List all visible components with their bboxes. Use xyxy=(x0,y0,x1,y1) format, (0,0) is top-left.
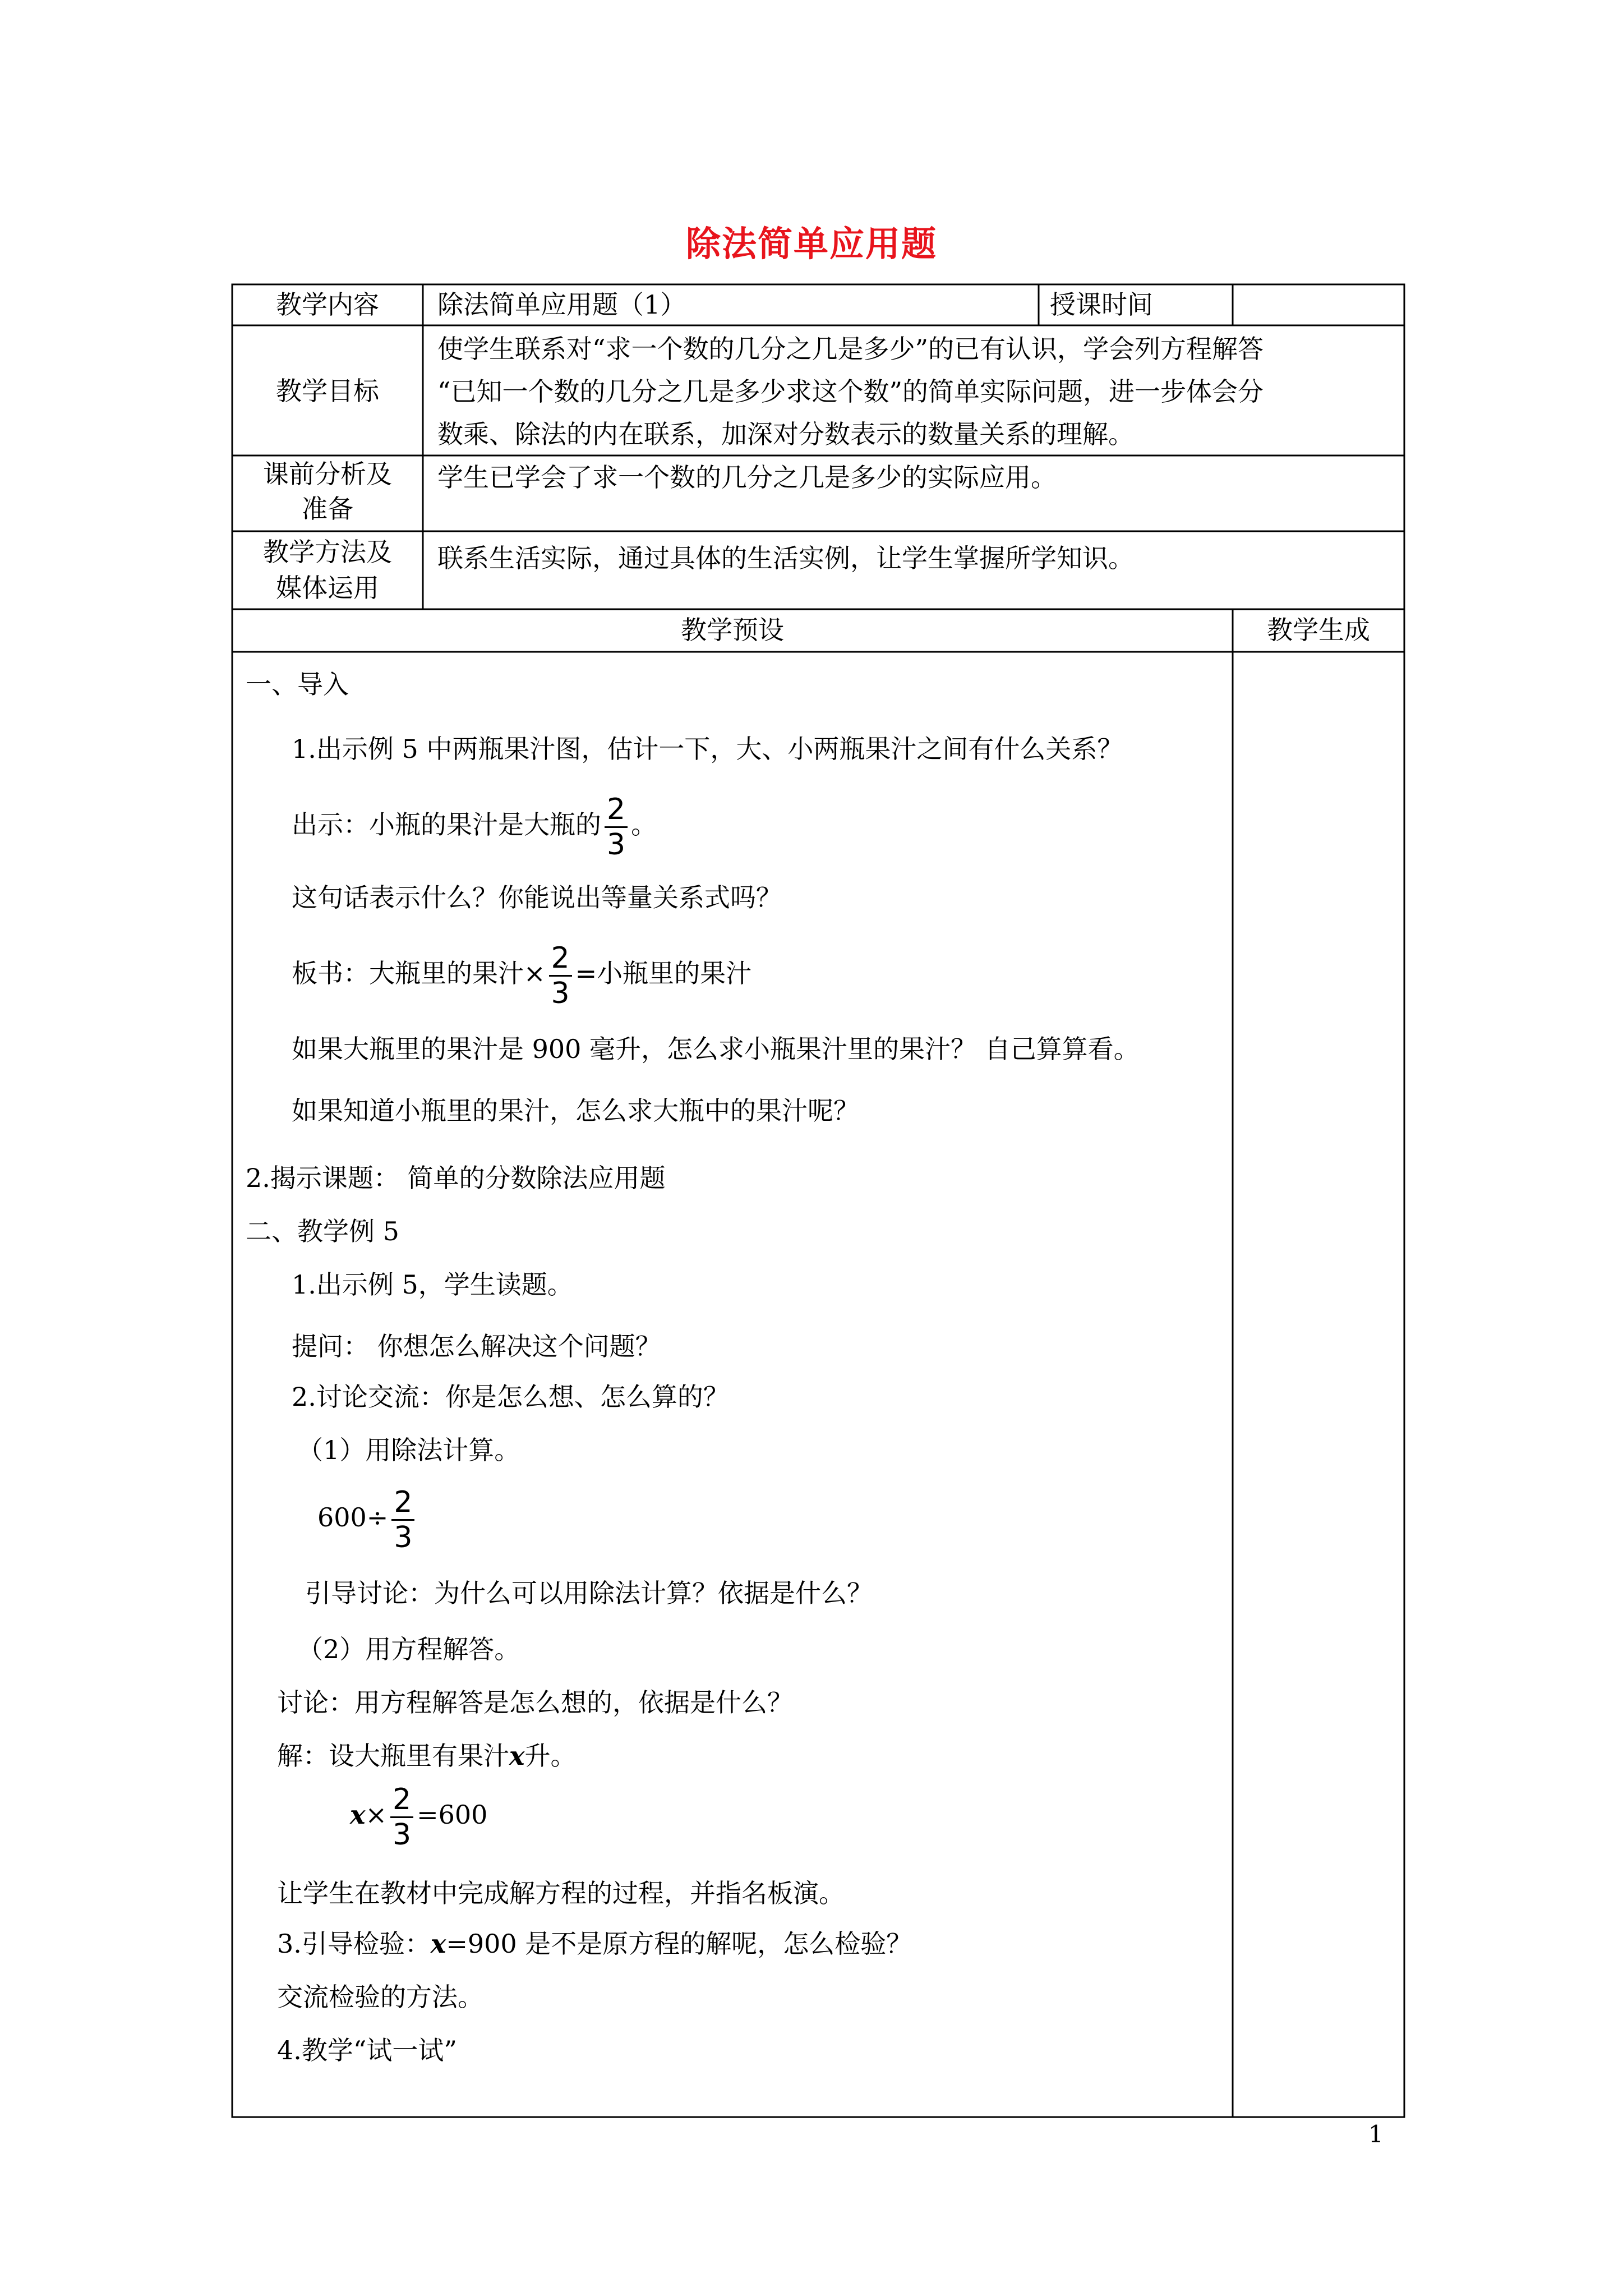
equation-suffix: =600 xyxy=(417,1800,488,1830)
calc-line xyxy=(317,1481,418,1554)
check-prefix: 3.引导检验： xyxy=(277,1929,431,1959)
variable-x: x xyxy=(350,1800,366,1830)
list-item: 4.教学“试一试” xyxy=(277,2035,457,2065)
times-sign: × xyxy=(365,1800,387,1830)
question: 这句话表示什么？你能说出等量关系式吗？ xyxy=(292,882,782,913)
show-line xyxy=(292,788,657,862)
analysis-content: 学生已学会了求一个数的几分之几是多少的实际应用。 xyxy=(437,462,1057,493)
label-line: 准备 xyxy=(302,494,353,524)
calc-prefix: 600÷ xyxy=(317,1502,389,1533)
solve-prefix: 解：设大瓶里有果汁 xyxy=(277,1741,509,1771)
page-number: 1 xyxy=(1368,2120,1384,2148)
check-suffix: =900 是不是原方程的解呢，怎么检验？ xyxy=(446,1929,912,1959)
page-title: 除法简单应用题 xyxy=(685,223,937,264)
variable-x: x xyxy=(509,1741,525,1771)
numerator: 2 xyxy=(390,1783,413,1818)
label-line: 媒体运用 xyxy=(276,573,379,603)
header-generated: 教学生成 xyxy=(1267,615,1370,645)
fraction-two-thirds xyxy=(549,941,572,1010)
sub-item: （1）用除法计算。 xyxy=(297,1435,520,1465)
list-item: 2.讨论交流：你是怎么想、怎么算的？ xyxy=(292,1382,729,1412)
sub-item: （2）用方程解答。 xyxy=(297,1634,520,1664)
if-big: 如果大瓶里的果汁是 900 毫升，怎么求小瓶果汁里的果汁？ 自己算算看。 xyxy=(292,1034,1140,1064)
numerator: 2 xyxy=(391,1485,414,1521)
objectives-line: 使学生联系对“求一个数的几分之几是多少”的已有认识，学会列方程解答 xyxy=(437,334,1264,364)
row-label-objectives: 教学目标 xyxy=(276,376,379,406)
time-label: 授课时间 xyxy=(1050,289,1153,320)
row-label-content: 教学内容 xyxy=(276,289,379,320)
numerator: 2 xyxy=(549,941,572,977)
variable-x: x xyxy=(430,1929,446,1959)
section-heading: 二、教学例 5 xyxy=(246,1216,399,1246)
show-suffix: 。 xyxy=(631,809,657,840)
label-line: 课前分析及 xyxy=(263,459,392,489)
discuss: 讨论：用方程解答是怎么想的，依据是什么？ xyxy=(277,1687,793,1718)
methods-content: 联系生活实际，通过具体的生活实例，让学生掌握所学知识。 xyxy=(437,543,1134,573)
list-item: 2.揭示课题： 简单的分数除法应用题 xyxy=(246,1163,666,1193)
label-line: 教学方法及 xyxy=(263,537,392,567)
if-small: 如果知道小瓶里的果汁，怎么求大瓶中的果汁呢？ xyxy=(292,1096,859,1126)
objectives-line: 数乘、除法的内在联系，加深对分数表示的数量关系的理解。 xyxy=(437,419,1134,449)
denominator: 3 xyxy=(551,976,570,1010)
objectives-line: “已知一个数的几分之几是多少求这个数”的简单实际问题，进一步体会分 xyxy=(437,376,1264,407)
section-heading: 一、导入 xyxy=(246,669,349,700)
numerator: 2 xyxy=(605,793,628,828)
list-item: 1.出示例 5，学生读题。 xyxy=(292,1269,573,1300)
board-suffix: =小瓶里的果汁 xyxy=(575,958,752,988)
list-item: 1.出示例 5 中两瓶果汁图，估计一下，大、小两瓶果汁之间有什么关系？ xyxy=(292,734,1123,764)
check-line xyxy=(277,1927,912,1961)
header-preset: 教学预设 xyxy=(681,615,784,645)
board-prefix: 板书：大瓶里的果汁× xyxy=(292,958,546,988)
solve-line xyxy=(277,1739,576,1773)
denominator: 3 xyxy=(394,1520,413,1554)
practice: 让学生在教材中完成解方程的过程，并指名板演。 xyxy=(277,1878,845,1908)
fraction-two-thirds xyxy=(391,1485,414,1554)
equation-line xyxy=(350,1778,487,1852)
fraction-two-thirds xyxy=(605,793,628,862)
solve-suffix: 升。 xyxy=(524,1741,577,1771)
ask: 提问： 你想怎么解决这个问题？ xyxy=(292,1331,661,1361)
exchange: 交流检验的方法。 xyxy=(277,1982,483,2012)
row-label-methods xyxy=(232,534,423,606)
row-label-analysis xyxy=(232,457,423,526)
fraction-two-thirds xyxy=(390,1783,413,1852)
board-line xyxy=(292,937,751,1010)
lesson-content: 除法简单应用题（1） xyxy=(437,289,686,320)
show-prefix: 出示：小瓶的果汁是大瓶的 xyxy=(292,809,601,840)
guide: 引导讨论：为什么可以用除法计算？依据是什么？ xyxy=(305,1578,873,1608)
denominator: 3 xyxy=(607,827,626,862)
denominator: 3 xyxy=(392,1818,412,1852)
